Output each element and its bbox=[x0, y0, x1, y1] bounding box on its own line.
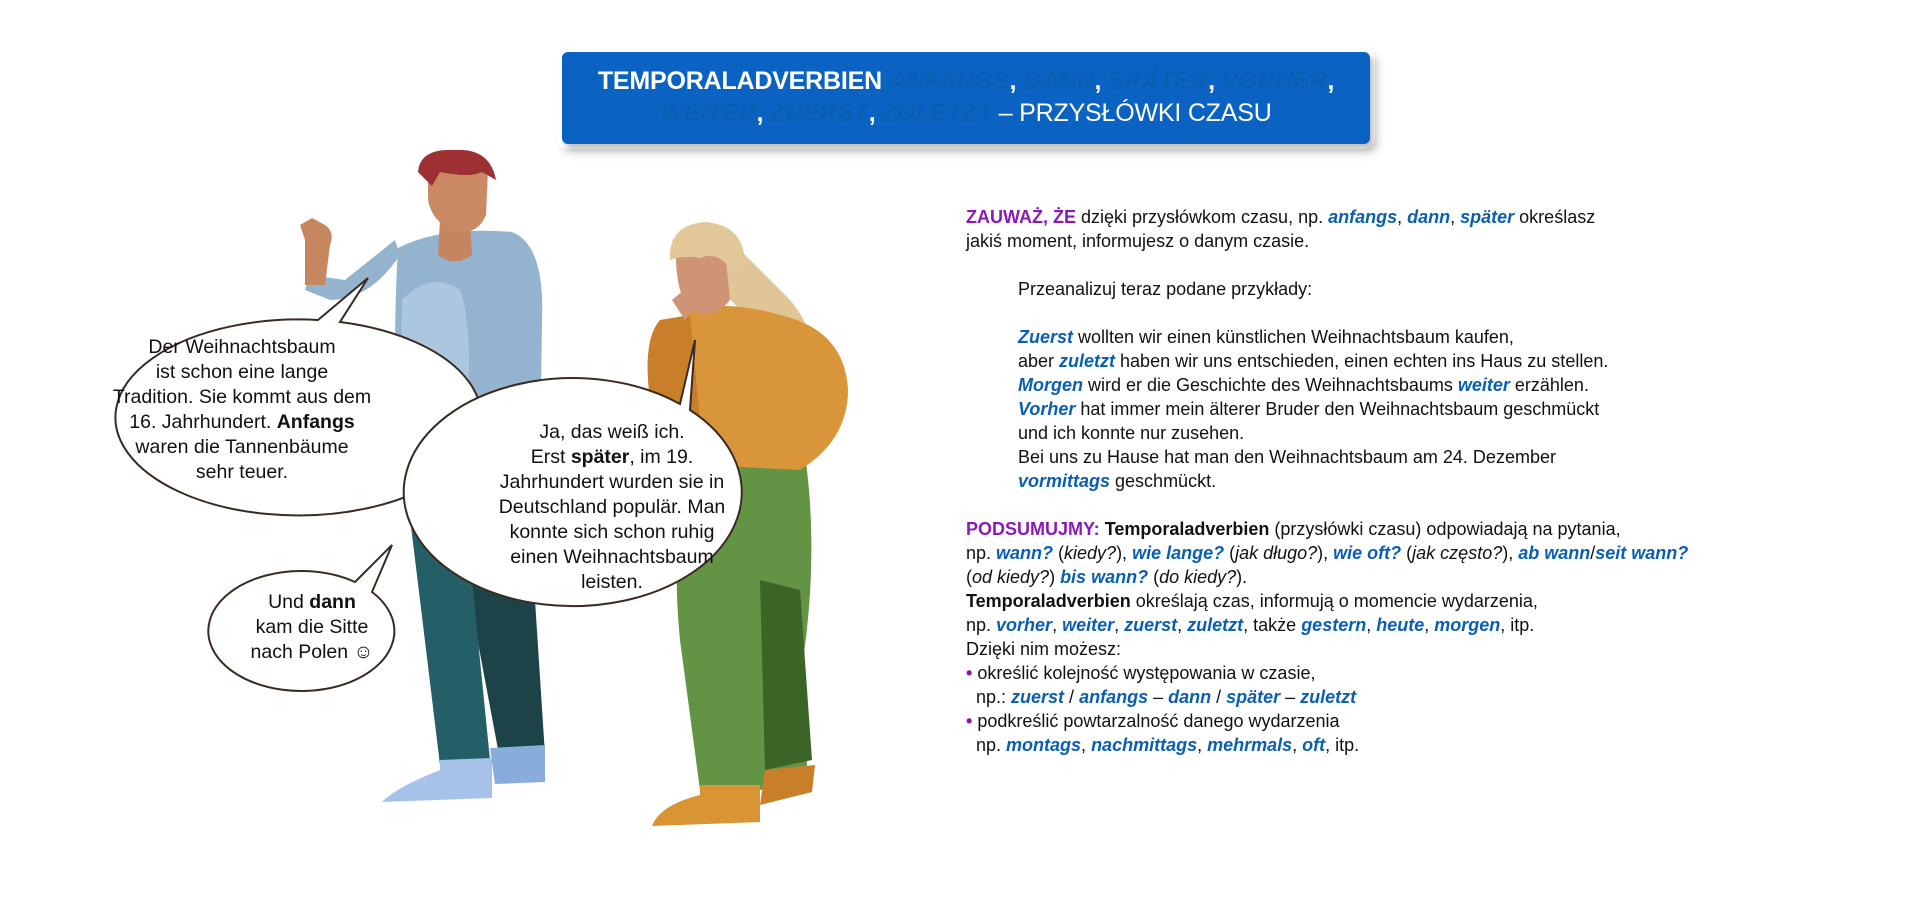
text-run: haben wir uns entschieden, einen echten ins Haus zu stellen. bbox=[1115, 351, 1609, 371]
explanation-panel bbox=[966, 205, 1866, 757]
text-run: , bbox=[1009, 67, 1024, 95]
text-run: hat immer mein älterer Bruder den Weihnachtsbaum geschmückt bbox=[1075, 399, 1600, 419]
text-line bbox=[966, 589, 1866, 613]
text-line bbox=[966, 709, 1866, 733]
text-line bbox=[1018, 325, 1866, 349]
text-run: leisten. bbox=[581, 571, 643, 593]
man-shoe-back bbox=[490, 745, 545, 784]
text-run: Der Weihnachtsbaum bbox=[148, 336, 336, 358]
highlighted-adverb: VORHER bbox=[1221, 67, 1328, 95]
text-line bbox=[966, 229, 1866, 253]
highlighted-adverb: zuletzt bbox=[1300, 687, 1357, 707]
text-line bbox=[446, 470, 778, 495]
text-run: , bbox=[1197, 735, 1208, 755]
text-run: , bbox=[1114, 615, 1125, 635]
text-line bbox=[1018, 277, 1866, 301]
text-line bbox=[62, 360, 422, 385]
text-run: ( bbox=[1148, 567, 1160, 587]
text-run: aber bbox=[1018, 351, 1060, 371]
instruction bbox=[966, 277, 1866, 301]
text-line bbox=[1018, 397, 1866, 421]
text-run: wird er die Geschichte des Weihnachtsbaums bbox=[1083, 375, 1458, 395]
highlighted-adverb: seit wann? bbox=[1595, 543, 1689, 563]
text-run: / bbox=[1211, 687, 1227, 707]
title-line-1 bbox=[562, 65, 1370, 97]
text-run: Bei uns zu Hause hat man den Weihnachtsbaum am 24. Dezember bbox=[1018, 447, 1556, 467]
examples-block bbox=[966, 325, 1866, 493]
text-line bbox=[222, 640, 402, 665]
text-run: , także bbox=[1243, 615, 1302, 635]
text-line bbox=[62, 410, 422, 435]
text-line bbox=[1018, 469, 1866, 493]
text-line bbox=[966, 685, 1866, 709]
text-run: ( bbox=[1053, 543, 1065, 563]
text-run: , bbox=[868, 99, 883, 127]
highlighted-adverb: weiter bbox=[1062, 615, 1115, 635]
text-run: ( bbox=[1401, 543, 1413, 563]
highlighted-adverb: anfangs bbox=[1079, 687, 1149, 707]
text-run: określają czas, informują o momencie wydarzenia, bbox=[1130, 591, 1538, 611]
text-run: , bbox=[1052, 615, 1063, 635]
text-line bbox=[966, 565, 1866, 589]
man-shoe-front bbox=[382, 758, 492, 802]
text-run: TEMPORALADVERBIEN bbox=[597, 67, 889, 95]
text-line bbox=[446, 545, 778, 570]
highlighted-adverb: DANN bbox=[1023, 67, 1095, 95]
text-run: Temporaladverbien bbox=[1099, 519, 1270, 539]
highlighted-adverb: wie lange? bbox=[1132, 543, 1225, 563]
text-run: , bbox=[1177, 615, 1188, 635]
text-run: np.: bbox=[966, 687, 1012, 707]
text-run: ), bbox=[1317, 543, 1334, 563]
text-run: , bbox=[1094, 67, 1108, 95]
text-run: ), bbox=[1502, 543, 1519, 563]
text-run: – PRZYSŁÓWKI CZASU bbox=[991, 99, 1272, 127]
text-run: np. bbox=[966, 615, 997, 635]
highlighted-adverb: Zuerst bbox=[1018, 327, 1074, 347]
text-run: und ich konnte nur zusehen. bbox=[1018, 423, 1245, 443]
text-run: jak często? bbox=[1412, 543, 1503, 563]
text-run: waren die Tannenbäume bbox=[135, 436, 349, 458]
text-run: dann bbox=[309, 591, 356, 613]
text-run: sehr teuer. bbox=[195, 461, 289, 483]
text-run: jak długo? bbox=[1235, 543, 1318, 563]
text-line bbox=[1018, 349, 1866, 373]
text-line bbox=[62, 335, 422, 360]
text-run: ). bbox=[1236, 567, 1248, 587]
highlighted-adverb: vorher bbox=[996, 615, 1053, 635]
text-run: dzięki przysłówkom czasu, np. bbox=[1076, 207, 1329, 227]
text-run: geschmückt. bbox=[1110, 471, 1217, 491]
text-line bbox=[1018, 445, 1866, 469]
highlighted-adverb: zuletzt bbox=[1059, 351, 1116, 371]
text-line bbox=[966, 661, 1866, 685]
highlighted-adverb: später bbox=[1226, 687, 1281, 707]
highlighted-adverb: SPÄTER bbox=[1107, 67, 1209, 95]
highlighted-adverb: vormittags bbox=[1018, 471, 1111, 491]
highlighted-adverb: später bbox=[1460, 207, 1515, 227]
text-run: ), bbox=[1116, 543, 1133, 563]
text-run: – bbox=[1148, 687, 1169, 707]
text-run: , bbox=[1292, 735, 1303, 755]
highlighted-adverb: Vorher bbox=[1018, 399, 1076, 419]
bubble-woman-text bbox=[446, 420, 778, 595]
highlighted-adverb: anfangs bbox=[1328, 207, 1398, 227]
text-run: , bbox=[1327, 67, 1335, 95]
text-run: , itp. bbox=[1325, 735, 1360, 755]
highlighted-adverb: gestern bbox=[1301, 615, 1367, 635]
text-run: (przysłówki czasu) odpowiadają na pytania, bbox=[1269, 519, 1621, 539]
text-line bbox=[62, 460, 422, 485]
text-run: podkreślić powtarzalność danego wydarzenia bbox=[972, 711, 1340, 731]
text-run: kam die Sitte bbox=[255, 616, 369, 638]
text-run: Und bbox=[268, 591, 310, 613]
text-run: Jahrhundert wurden sie in bbox=[499, 471, 725, 493]
text-line bbox=[222, 590, 402, 615]
text-line bbox=[62, 385, 422, 410]
page-title bbox=[562, 52, 1370, 144]
text-line bbox=[966, 637, 1866, 661]
text-line bbox=[62, 435, 422, 460]
text-run: , bbox=[1397, 207, 1408, 227]
highlighted-adverb: zuletzt bbox=[1187, 615, 1244, 635]
text-run: Temporaladverbien bbox=[966, 591, 1131, 611]
text-run: wollten wir einen künstlichen Weihnachtsbaum kaufen, bbox=[1073, 327, 1514, 347]
text-line bbox=[966, 517, 1866, 541]
text-line bbox=[446, 570, 778, 595]
highlighted-adverb: dann bbox=[1407, 207, 1451, 227]
text-run: określić kolejność występowania w czasie, bbox=[972, 663, 1316, 683]
text-run: 16. Jahrhundert. bbox=[129, 411, 277, 433]
text-run: nach Polen ☺ bbox=[250, 641, 374, 663]
text-run: , bbox=[1366, 615, 1377, 635]
highlighted-adverb: mehrmals bbox=[1207, 735, 1293, 755]
text-run: Deutschland populär. Man bbox=[498, 496, 726, 518]
text-run: Erst bbox=[530, 446, 571, 468]
text-line bbox=[446, 520, 778, 545]
bubble-man-first-text bbox=[62, 335, 422, 485]
notice-block bbox=[966, 205, 1866, 253]
highlighted-adverb: wie oft? bbox=[1333, 543, 1402, 563]
text-run: , itp. bbox=[1500, 615, 1535, 635]
highlighted-adverb: oft bbox=[1302, 735, 1326, 755]
text-line bbox=[446, 495, 778, 520]
text-line bbox=[966, 205, 1866, 229]
text-run: später bbox=[570, 446, 630, 468]
woman-shoe-back bbox=[760, 765, 815, 805]
highlighted-adverb: ZULETZT bbox=[882, 99, 992, 127]
highlighted-adverb: ab wann bbox=[1518, 543, 1591, 563]
text-line bbox=[1018, 373, 1866, 397]
text-line bbox=[446, 420, 778, 445]
bullet-icon: • bbox=[966, 663, 973, 683]
highlighted-adverb: WEITER bbox=[660, 99, 757, 127]
man-raised-arm bbox=[300, 218, 332, 285]
text-run: ( bbox=[966, 567, 972, 587]
highlighted-adverb: ANFANGS bbox=[888, 67, 1010, 95]
highlighted-adverb: ZUERST bbox=[769, 99, 869, 127]
text-line bbox=[966, 613, 1866, 637]
text-run: ) bbox=[1049, 567, 1061, 587]
text-run: , bbox=[1450, 207, 1461, 227]
highlighted-adverb: zuerst bbox=[1124, 615, 1178, 635]
text-line bbox=[966, 733, 1866, 757]
highlighted-adverb: dann bbox=[1168, 687, 1212, 707]
text-run: ist schon eine lange bbox=[155, 361, 329, 383]
text-line bbox=[966, 541, 1866, 565]
text-run: Anfangs bbox=[276, 411, 355, 433]
text-run: ZAUWAŻ, ŻE bbox=[966, 207, 1076, 227]
text-run: , bbox=[1424, 615, 1435, 635]
text-run: np. bbox=[966, 735, 1007, 755]
text-run: konnte sich schon ruhig bbox=[509, 521, 715, 543]
woman-shoe-front bbox=[652, 785, 760, 826]
text-line bbox=[1018, 421, 1866, 445]
text-run: / bbox=[1064, 687, 1080, 707]
highlighted-adverb: weiter bbox=[1457, 375, 1510, 395]
highlighted-adverb: morgen bbox=[1434, 615, 1501, 635]
text-run: PODSUMUJMY: bbox=[966, 519, 1100, 539]
text-run: erzählen. bbox=[1509, 375, 1589, 395]
text-run: , bbox=[756, 99, 770, 127]
text-run: np. bbox=[966, 543, 997, 563]
highlighted-adverb: montags bbox=[1006, 735, 1082, 755]
title-line-2 bbox=[562, 97, 1370, 129]
text-run: , im 19. bbox=[629, 446, 694, 468]
text-run: kiedy? bbox=[1064, 543, 1117, 563]
text-run: Ja, das weiß ich. bbox=[539, 421, 685, 443]
text-run: einen Weihnachtsbaum bbox=[510, 546, 714, 568]
text-run: od kiedy? bbox=[972, 567, 1050, 587]
text-run: jakiś moment, informujesz o danym czasie. bbox=[966, 231, 1310, 251]
text-run: do kiedy? bbox=[1159, 567, 1237, 587]
highlighted-adverb: wann? bbox=[996, 543, 1054, 563]
highlighted-adverb: nachmittags bbox=[1091, 735, 1198, 755]
highlighted-adverb: Morgen bbox=[1018, 375, 1083, 395]
text-run: , bbox=[1208, 67, 1222, 95]
text-run: / bbox=[1590, 543, 1596, 563]
text-run: określasz bbox=[1514, 207, 1596, 227]
text-run: Przeanalizuj teraz podane przykłady: bbox=[1018, 279, 1313, 299]
highlighted-adverb: zuerst bbox=[1011, 687, 1065, 707]
text-run: Tradition. Sie kommt aus dem bbox=[112, 386, 372, 408]
text-line bbox=[446, 445, 778, 470]
bullet-icon: • bbox=[966, 711, 973, 731]
text-run: – bbox=[1280, 687, 1301, 707]
text-run: , bbox=[1081, 735, 1092, 755]
text-run: ( bbox=[1224, 543, 1236, 563]
text-run: Dzięki nim możesz: bbox=[966, 639, 1122, 659]
highlighted-adverb: heute bbox=[1376, 615, 1425, 635]
highlighted-adverb: bis wann? bbox=[1060, 567, 1149, 587]
summary-block bbox=[966, 517, 1866, 757]
text-line bbox=[222, 615, 402, 640]
bubble-man-second-text bbox=[222, 590, 402, 665]
